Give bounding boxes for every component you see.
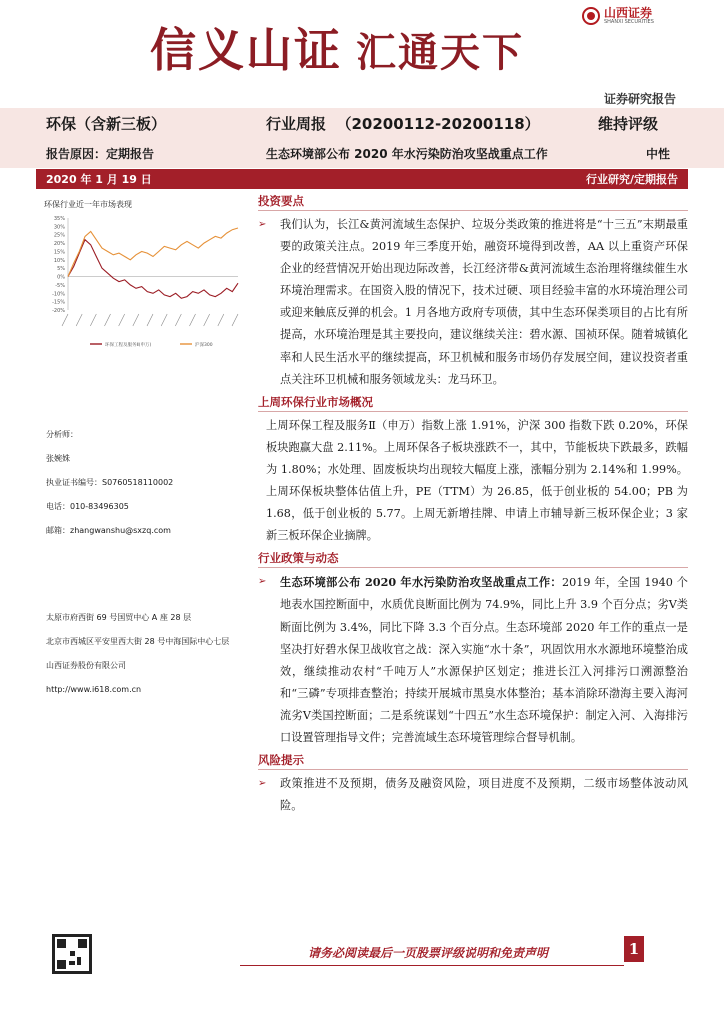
x-tick-label — [90, 314, 96, 326]
logo-icon — [582, 7, 600, 25]
analyst-label: 分析师： — [46, 430, 78, 439]
x-tick-label — [218, 314, 224, 326]
bullet-policy — [258, 571, 688, 749]
section-risk: 风险提示 — [258, 752, 688, 770]
report-date: 2020 年 1 月 19 日 — [46, 173, 152, 186]
sector-title: 环保（含新三板） — [46, 115, 167, 133]
x-tick-label — [133, 314, 139, 326]
brand-slogan — [150, 14, 524, 80]
risk-text: 政策推进不及预期，债务及融资风险，项目进度不及预期，二级市场整体波动风险。 — [280, 777, 688, 813]
qr-code-icon — [52, 934, 92, 974]
x-tick-label — [119, 314, 125, 326]
bullet-investment — [258, 214, 688, 391]
bullet-risk — [258, 773, 688, 817]
policy-body: 2019 年，全国 1940 个地表水国控断面中，水质优良断面比例为 74.9%，同比上升 3.9 个百分点；劣Ⅴ类断面比例为 3.4%，同比下降 3.3 个百分点。生态环境部 2020 年工作的重点一是坚决打好碧水保卫战收官之战：深入实施“水十条”，巩固饮用水水源地环境整治成效，继续推动农村“千吨万人”水源保护区划定；推进长江入河排污口溯源整治和“三磷”专项排查整治；持续开展城市黑臭水体整治；基本消除环渤海主要入海河流劣Ⅴ类国控断面；二是系统谋划“十四五”水生态环境保护：制定入河、入海排污口设置管理指导文件；完善流域生态环境管理综合督导机制。 — [280, 576, 688, 744]
y-tick-label: 5% — [57, 266, 65, 273]
page-number: 1 — [624, 936, 644, 962]
main-content — [258, 193, 688, 817]
x-tick-label — [204, 314, 210, 326]
triangle-bullet-icon: ➢ — [258, 778, 267, 790]
rating-value: 中性 — [646, 147, 671, 161]
y-tick-label: -20% — [52, 308, 65, 314]
section-investment-points: 投资要点 — [258, 193, 688, 211]
x-tick-label — [161, 314, 167, 326]
phone: 电话：010-83496305 — [46, 502, 129, 511]
x-tick-label — [76, 314, 82, 326]
date-bar — [36, 169, 688, 189]
license-number: 执业证书编号：S0760518110002 — [46, 478, 174, 487]
disclaimer-note: 请务必阅读最后一页股票评级说明和免责声明 — [308, 946, 549, 960]
weekly-title: 行业周报 （20200112-20200118） — [266, 115, 540, 133]
y-tick-label: -10% — [52, 291, 65, 298]
address-beijing: 北京市西城区平安里西大街 28 号中海国际中心七层 — [46, 637, 230, 646]
legend-label: 沪深300 — [195, 343, 213, 348]
y-tick-label: -15% — [52, 299, 65, 306]
market-performance-chart — [40, 210, 246, 358]
footer-divider — [240, 965, 624, 966]
investment-text: 我们认为，长江&黄河流域生态保护、垃圾分类政策的推进将是“十三五”末期最重要的政策关注点。2019 年三季度开始，融资环境得到改善，AA 以上重资产环保企业的经营情况开始出现边际改善，长江经济带&黄河流域生态治理将继续催生水环境治理需求。在国资入股的情况下，技术过硬、项目经验丰富的水环境治理公司或迎来触底反弹的机会。1 月各地方政府专项债，其中生态环保类项目的占比有所提高，水环境治理是其主要投向，建议继续关注：碧水源、国祯环保。随着城镇化率和人民生活水平的继续提高，环卫机械和服务市场仍存发展空间，建议投资者重点关注环卫机械和服务领域龙头：龙马环卫。 — [280, 218, 688, 386]
triangle-bullet-icon: ➢ — [258, 576, 267, 588]
address-block — [46, 606, 246, 702]
email[interactable]: 邮箱：zhangwanshu@sxzq.com — [46, 526, 171, 535]
analyst-block — [46, 423, 173, 543]
address-taiyuan: 太原市府西街 69 号国贸中心 A 座 28 层 — [46, 613, 192, 622]
x-tick-label — [105, 314, 111, 326]
chart-title: 环保行业近一年市场表现 — [44, 200, 132, 209]
x-tick-label — [62, 314, 68, 326]
logo-en-text: SHANXI SECURITIES — [604, 19, 654, 25]
y-tick-label: 0% — [57, 274, 65, 281]
y-tick-label: 25% — [53, 232, 65, 239]
slogan-part2: 汇通天下 — [356, 29, 524, 76]
logo-cn-text: 山西证券 — [604, 6, 653, 20]
section-market-overview: 上周环保行业市场概况 — [258, 394, 688, 412]
report-reason: 报告原因：定期报告 — [46, 147, 155, 161]
policy-text — [280, 571, 688, 749]
x-tick-label — [147, 314, 153, 326]
y-tick-label: 20% — [53, 241, 65, 248]
series-line-1 — [68, 228, 238, 277]
report-type: 证券研究报告 — [603, 92, 676, 106]
y-tick-label: 35% — [53, 216, 65, 222]
policy-lead: 生态环境部公布 2020 年水污染防治攻坚战重点工作： — [280, 575, 562, 590]
rating-label: 维持评级 — [598, 115, 659, 133]
analyst-name: 张婉姝 — [46, 454, 70, 463]
company-name: 山西证券股份有限公司 — [46, 661, 126, 670]
y-tick-label: 15% — [53, 249, 65, 256]
x-tick-label — [175, 314, 181, 326]
report-category: 行业研究/定期报告 — [585, 173, 678, 186]
section-policy: 行业政策与动态 — [258, 550, 688, 568]
legend-label: 环保工程及服务Ⅱ(申万) — [105, 343, 152, 348]
series-line-0 — [68, 240, 238, 299]
triangle-bullet-icon: ➢ — [258, 219, 267, 230]
y-tick-label: -5% — [55, 282, 65, 289]
y-tick-label: 30% — [53, 224, 65, 231]
company-logo — [582, 7, 654, 25]
market-overview-text: 上周环保工程及服务Ⅱ（申万）指数上涨 1.91%，沪深 300 指数下跌 0.20%，环保板块跑赢大盘 2.11%。上周环保各子板块涨跌不一，其中，节能板块下跌最多，跌幅为 1.80%；水处理、固废板块均出现较大幅度上涨，涨幅分别为 2.14%和 1.99%。上周环保板块整体估值上升，PE（TTM）为 26.85，低于创业板的 54.00；PB 为 1.68，低于创业板的 5.77。上周无新增挂牌、申请上市辅导新三板环保企业；3 家新三板环保企业摘牌。 — [266, 418, 688, 543]
headline: 生态环境部公布 2020 年水污染防治攻坚战重点工作 — [266, 147, 548, 161]
x-tick-label — [190, 314, 196, 326]
website-link[interactable]: http://www.i618.com.cn — [46, 685, 142, 694]
x-tick-label — [232, 314, 238, 326]
y-tick-label: 10% — [53, 257, 65, 264]
slogan-part1: 信义山证 — [150, 23, 342, 77]
